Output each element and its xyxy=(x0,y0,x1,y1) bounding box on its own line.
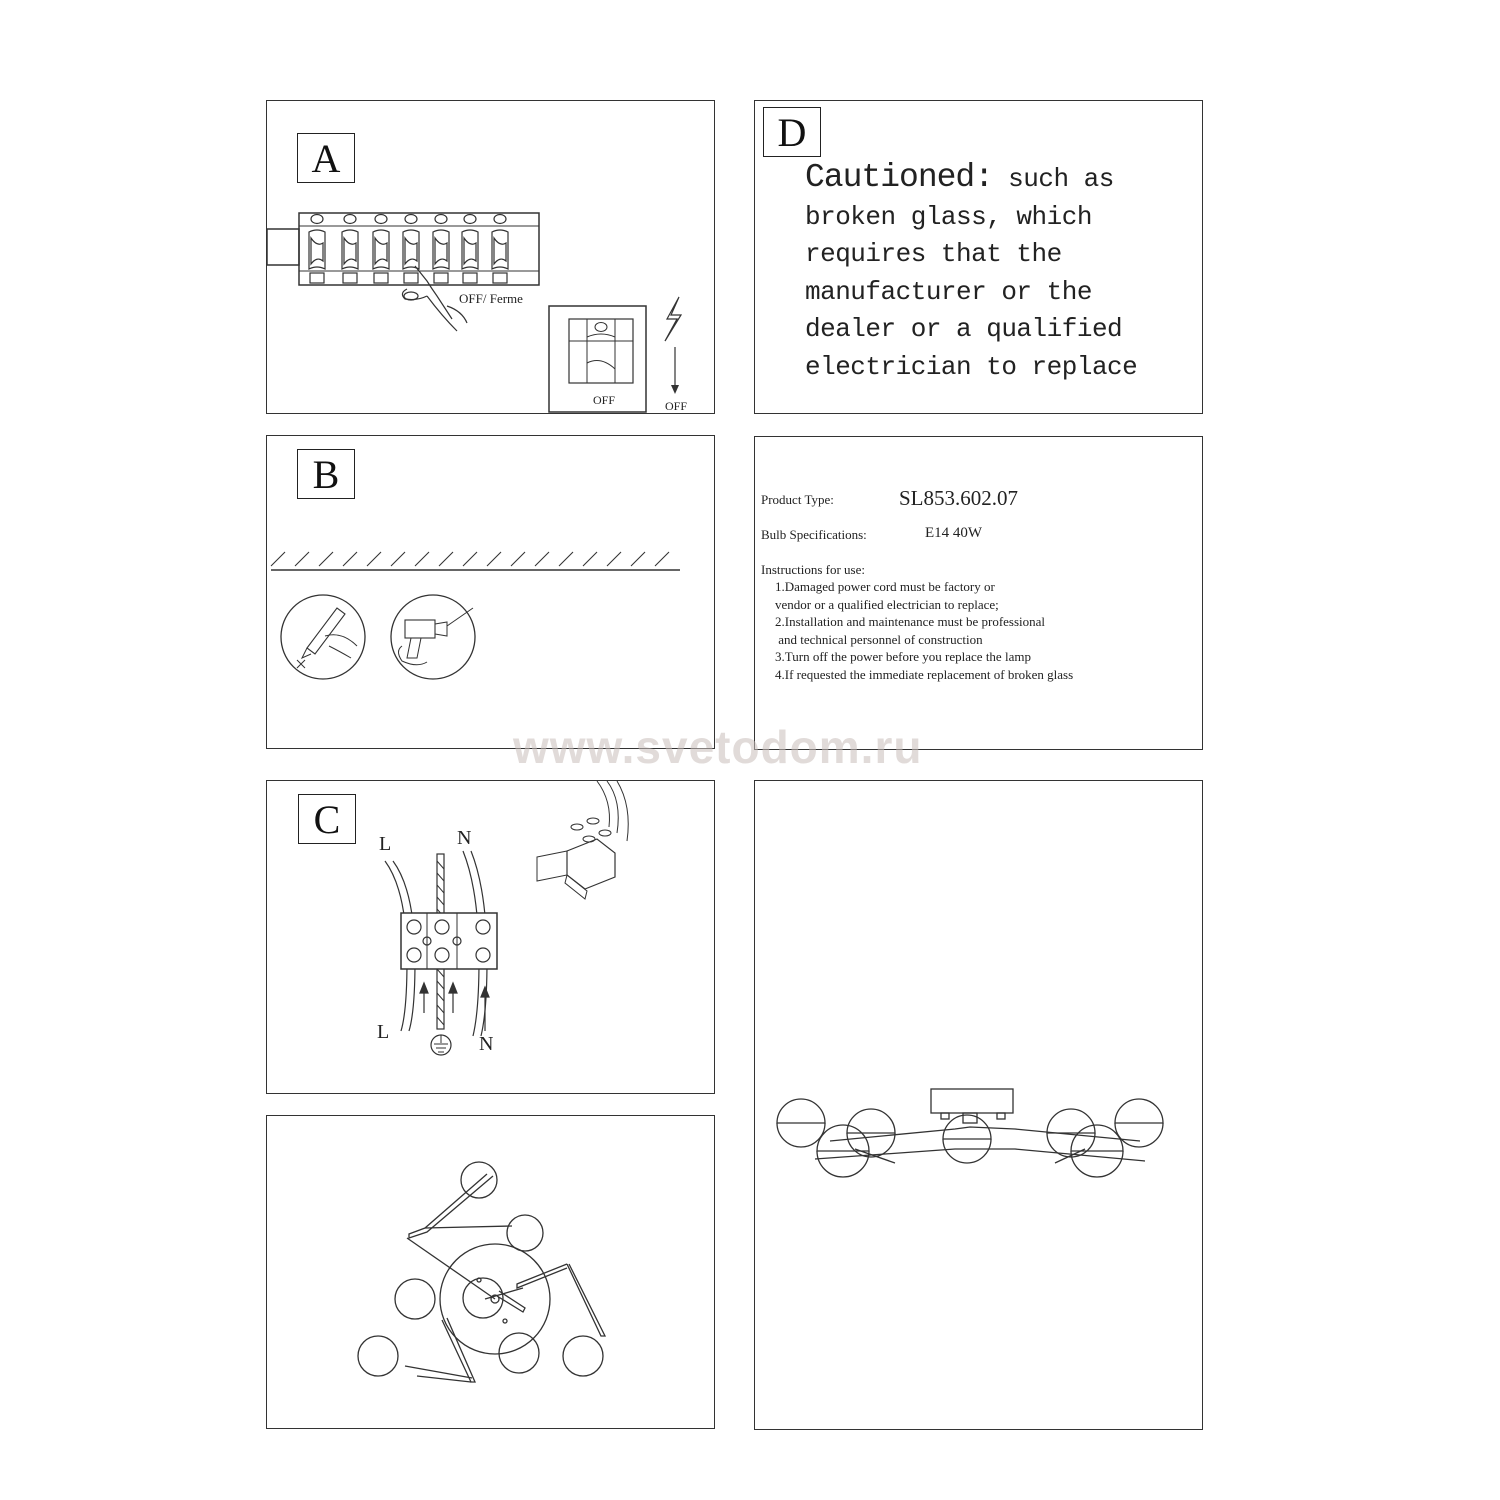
panel-c-label: C xyxy=(298,794,356,844)
wire-label-n-top: N xyxy=(457,827,472,849)
watermark: www.svetodom.ru xyxy=(513,721,923,773)
lightning-bolt-icon xyxy=(267,101,716,415)
caution-body: such as broken glass, which requires that the manufacturer or the dealer or a qualified electrician to replace xyxy=(805,164,1138,382)
wiring-diagram xyxy=(267,781,716,1095)
bulb-spec-value: E14 40W xyxy=(925,525,983,541)
instruction-line: 4.If requested the immediate replacement of broken glass xyxy=(775,667,1074,682)
caution-text-block xyxy=(805,159,1195,386)
switch-off-label: OFF xyxy=(593,393,616,407)
wire-label-l-top: L xyxy=(379,833,392,855)
wire-label-l-bottom: L xyxy=(377,1021,390,1043)
product-type-label: Product Type: xyxy=(761,492,834,507)
caution-heading: Cautioned: xyxy=(805,159,994,196)
instruction-line: 1.Damaged power cord must be factory or xyxy=(775,579,995,594)
panel-b-label: B xyxy=(297,449,355,499)
bolt-off-label: OFF xyxy=(665,399,688,413)
panel-b xyxy=(266,435,715,749)
panel-lamp-side-view xyxy=(754,780,1203,1430)
panel-lamp-top-view xyxy=(266,1115,715,1429)
instruction-line: 3.Turn off the power before you replace the lamp xyxy=(775,649,1031,664)
instruction-line: 2.Installation and maintenance must be professional xyxy=(775,614,1046,629)
instruction-line: vendor or a qualified electrician to replace; xyxy=(775,597,999,612)
lamp-top-view-illustration xyxy=(267,1116,716,1430)
panel-d xyxy=(754,100,1203,414)
panel-a-label: A xyxy=(297,133,355,183)
panel-a xyxy=(266,100,715,414)
instruction-line: and technical personnel of construction xyxy=(775,632,983,647)
bulb-spec-label: Bulb Specifications: xyxy=(761,527,867,542)
lamp-side-view-illustration xyxy=(755,781,1204,1431)
breaker-off-label: OFF/ Ferme xyxy=(459,291,523,306)
product-type-value: SL853.602.07 xyxy=(899,486,1019,510)
panel-specifications xyxy=(754,436,1203,750)
instructions-title: Instructions for use: xyxy=(761,562,865,577)
panel-c xyxy=(266,780,715,1094)
ceiling-drilling-illustration xyxy=(267,436,716,750)
panel-d-label: D xyxy=(763,107,821,157)
wire-label-n-bottom: N xyxy=(479,1033,494,1055)
